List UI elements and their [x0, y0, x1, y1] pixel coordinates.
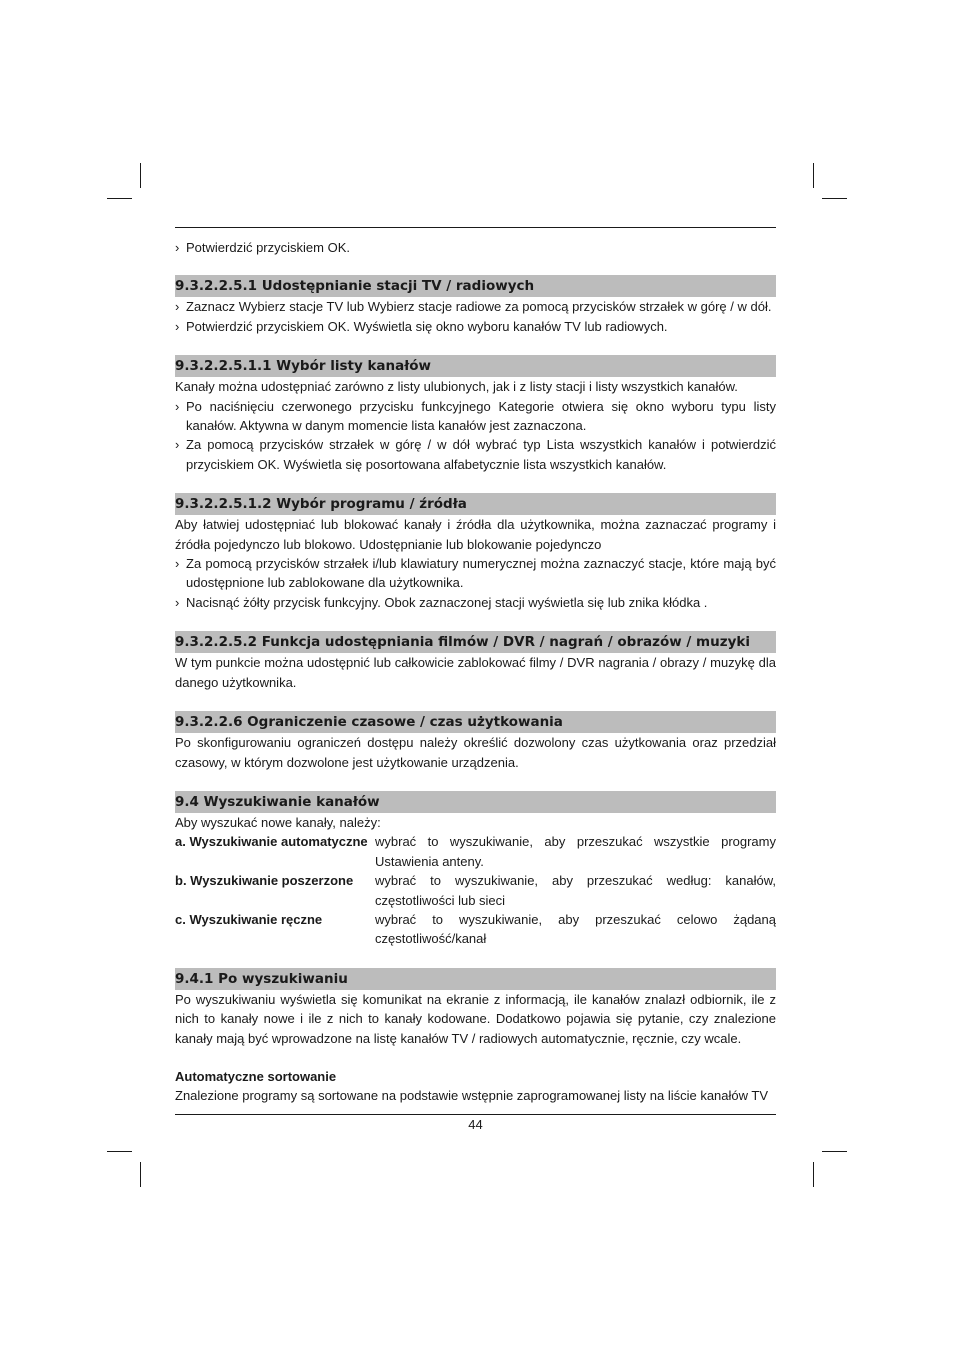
- bullet-text: Po naciśnięciu czerwonego przycisku funkcyjnego Kategorie otwiera się okno wyboru typu listy kanałów. Aktywna w danym momencie lista kanałów jest zaznaczona.: [186, 398, 776, 434]
- crop-mark: [107, 198, 132, 199]
- header-rule: [175, 227, 776, 228]
- crop-mark: [822, 1151, 847, 1152]
- bullet-marker: ›: [175, 556, 180, 572]
- paragraph: W tym punkcie można udostępnić lub całkowicie zablokować filmy / DVR nagrania / obrazy / muzykę dla danego użytkownika.: [175, 655, 776, 690]
- crop-mark: [813, 163, 814, 188]
- paragraph: Znalezione programy są sortowane na podstawie wstępnie zaprogramowanej listy na liście kanałów TV: [175, 1088, 769, 1104]
- subheading: Automatyczne sortowanie: [175, 1068, 337, 1084]
- definition-term: a. Wyszukiwanie automatyczne: [175, 834, 368, 850]
- bullet-marker: ›: [175, 240, 180, 255]
- bullet-item: [175, 593, 776, 612]
- definition-row: [175, 832, 776, 871]
- bullet-marker: ›: [175, 398, 180, 414]
- crop-mark: [140, 1162, 141, 1187]
- paragraph: Kanały można udostępniać zarówno z listy ulubionych, jak i z listy stacji i listy wszystkich kanałów.: [175, 379, 738, 395]
- bullet-text: Za pomocą przycisków strzałek w górę / w dół wybrać typ Lista wszystkich kanałów i potwierdzić przyciskiem OK. Wyświetla się posortowana alfabetycznie lista wszystkich kanałów.: [186, 437, 776, 472]
- paragraph: Aby wyszukać nowe kanały, należy:: [175, 814, 381, 830]
- bullet-marker: ›: [175, 594, 180, 610]
- section-heading: 9.3.2.2.5.1.2 Wybór programu / źródła: [175, 493, 776, 515]
- bullet-item: [175, 238, 776, 257]
- paragraph: Aby łatwiej udostępniać lub blokować kanały i źródła dla użytkownika, można zaznaczać programy i źródła pojedynczo lub blokowo. Udostępnianie lub blokowanie pojedynczo: [175, 517, 776, 552]
- bullet-item: [175, 435, 776, 474]
- bullet-item: [175, 397, 776, 436]
- bullet-text: Za pomocą przycisków strzałek i/lub klawiatury numerycznej można zaznaczyć stacje, które mają być udostępnione lub zablokowane dla użytkownika.: [186, 556, 776, 591]
- bullet-item: [175, 317, 776, 336]
- bullet-marker: ›: [175, 299, 180, 315]
- crop-mark: [140, 163, 141, 188]
- definition-desc: wybrać to wyszukiwanie, aby przeszukać według: kanałów, częstotliwości lub sieci: [375, 873, 776, 908]
- bullet-text: Zaznacz Wybierz stacje TV lub Wybierz stacje radiowe za pomocą przycisków strzałek w górę / w dół.: [186, 299, 772, 315]
- definition-row: [175, 910, 776, 949]
- section-heading: 9.4 Wyszukiwanie kanałów: [175, 791, 776, 813]
- crop-mark: [813, 1162, 814, 1187]
- bullet-text: Potwierdzić przyciskiem OK.: [186, 240, 350, 255]
- section-heading: 9.4.1 Po wyszukiwaniu: [175, 968, 776, 990]
- definition-desc: wybrać to wyszukiwanie, aby przeszukać wszystkie programy Ustawienia anteny.: [375, 834, 776, 869]
- section-heading: 9.3.2.2.5.1.1 Wybór listy kanałów: [175, 355, 776, 377]
- paragraph: Po wyszukiwaniu wyświetla się komunikat na ekranie z informacją, ile kanałów znalazł odbiornik, ile z nich to kanały nowe i ile z nich to kanały kodowane. Dodatkowo pojawia się pytanie, czy znalezione kanały mają być wprowadzone na listę kanałów TV / radiowych automatycznie, ręcznie, czy wcale.: [175, 991, 776, 1046]
- definition-row: [175, 871, 776, 910]
- crop-mark: [107, 1151, 132, 1152]
- paragraph: Po skonfigurowaniu ograniczeń dostępu należy określić dozwolony czas użytkowania oraz przedział czasowy, w którym dozwolone jest użytkowanie urządzenia.: [175, 735, 776, 770]
- page-content: [175, 238, 776, 1106]
- definition-desc: wybrać to wyszukiwanie, aby przeszukać celowo żądaną częstotliwość/kanał: [375, 911, 776, 947]
- bullet-item: [175, 297, 776, 316]
- section-heading: 9.3.2.2.6 Ograniczenie czasowe / czas użytkowania: [175, 711, 776, 733]
- bullet-text: Potwierdzić przyciskiem OK. Wyświetla się okno wyboru kanałów TV lub radiowych.: [186, 318, 668, 334]
- section-heading: 9.3.2.2.5.1 Udostępnianie stacji TV / radiowych: [175, 275, 776, 297]
- section-heading: 9.3.2.2.5.2 Funkcja udostępniania filmów / DVR / nagrań / obrazów / muzyki: [175, 631, 776, 653]
- bullet-marker: ›: [175, 318, 180, 334]
- footer-rule: [175, 1114, 776, 1115]
- bullet-marker: ›: [175, 437, 180, 453]
- bullet-text: Nacisnąć żółty przycisk funkcyjny. Obok zaznaczonej stacji wyświetla się lub znika kłódka .: [186, 594, 708, 610]
- page-number: 44: [468, 1117, 483, 1132]
- bullet-item: [175, 554, 776, 593]
- crop-mark: [822, 198, 847, 199]
- definition-term: c. Wyszukiwanie ręczne: [175, 911, 323, 927]
- definition-term: b. Wyszukiwanie poszerzone: [175, 873, 354, 889]
